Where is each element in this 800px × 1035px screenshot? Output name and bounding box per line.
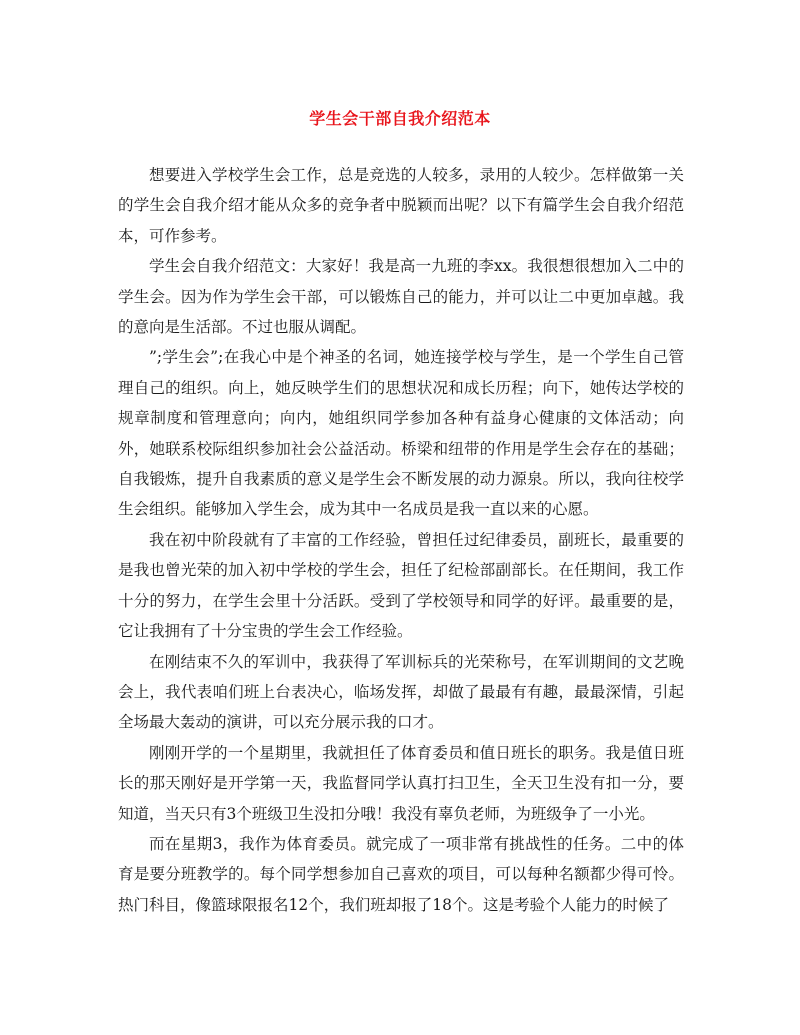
- paragraph: ”;学生会”;在我心中是个神圣的名词，她连接学校与学生，是一个学生自己管理自己的组织。向上，她反映学生们的思想状况和成长历程；向下，她传达学校的规章制度和管理意向；向内，她组织同学参加各种有益身心健康的文体活动；向外，她联系校际组织参加社会公益活动。桥梁和纽带的作用是学生会存在的基础；自我锻炼，提升自我素质的意义是学生会不断发展的动力源泉。所以，我向往校学生会组织。能够加入学生会，成为其中一名成员是我一直以来的心愿。: [118, 348, 684, 519]
- paragraph: 刚刚开学的一个星期里，我就担任了体育委员和值日班长的职务。我是值日班长的那天刚好是开学第一天，我监督同学认真打扫卫生，全天卫生没有扣一分，要知道，当天只有3个班级卫生没扣分哦！我没有辜负老师，为班级争了一小光。: [118, 743, 684, 823]
- paragraph: 我在初中阶段就有了丰富的工作经验，曾担任过纪律委员，副班长，最重要的是我也曾光荣的加入初中学校的学生会，担任了纪检部副部长。在任期间，我工作十分的努力，在学生会里十分活跃。受到了学校领导和同学的好评。最重要的是，它让我拥有了十分宝贵的学生会工作经验。: [118, 530, 684, 641]
- paragraph: 在刚结束不久的军训中，我获得了军训标兵的光荣称号，在军训期间的文艺晚会上，我代表咱们班上台表决心，临场发挥，却做了最最有有趣，最最深情，引起全场最大轰动的演讲，可以充分展示我的口才。: [118, 652, 684, 732]
- document-body: [118, 160, 684, 920]
- paragraph: 学生会自我介绍范文：大家好！我是高一九班的李xx。我很想很想加入二中的学生会。因为作为学生会干部，可以锻炼自己的能力，并可以让二中更加卓越。我的意向是生活部。不过也服从调配。: [118, 257, 684, 337]
- paragraph: 想要进入学校学生会工作，总是竞选的人较多，录用的人较少。怎样做第一关的学生会自我介绍才能从众多的竞争者中脱颖而出呢？以下有篇学生会自我介绍范本，可作参考。: [118, 166, 684, 245]
- document-title: 学生会干部自我介绍范本: [309, 109, 491, 128]
- paragraph: 而在星期3，我作为体育委员。就完成了一项非常有挑战性的任务。二中的体育是要分班教学的。每个同学想参加自己喜欢的项目，可以每种名额都少得可怜。热门科目，像篮球限报名12个，我们班却报了18个。这是考验个人能力的时候了: [118, 834, 684, 914]
